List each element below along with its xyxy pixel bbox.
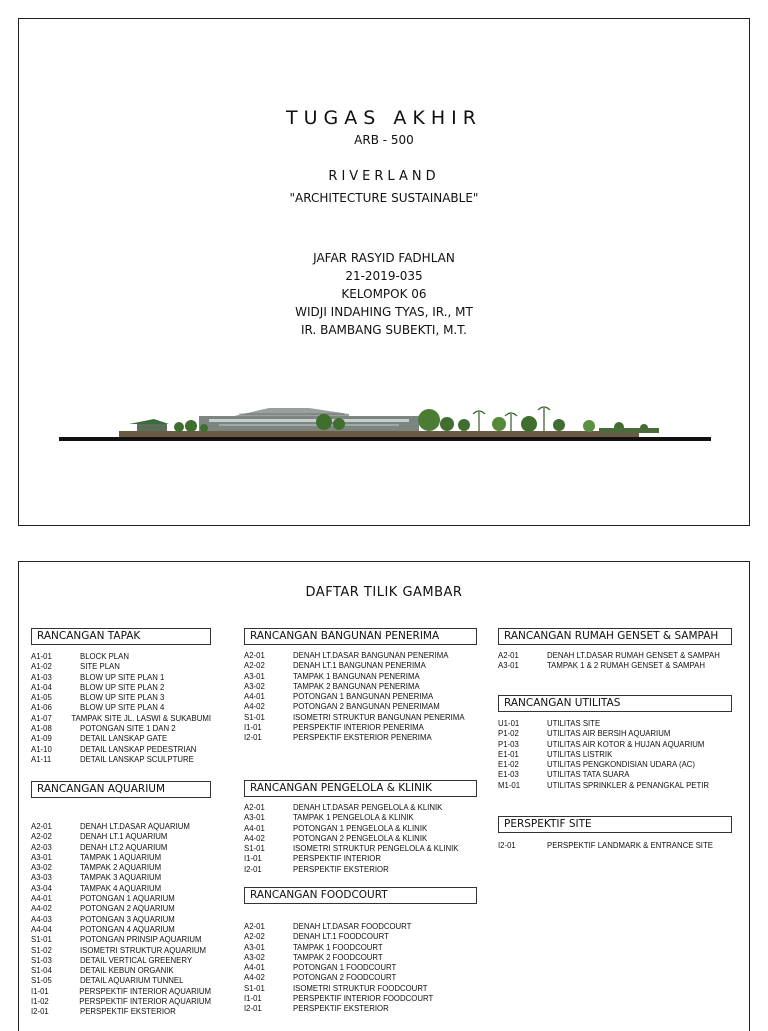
sheet-code: A2-01 (31, 822, 52, 831)
sheet-title: TAMPAK 2 AQUARIUM (80, 863, 162, 873)
site-elevation-illustration (59, 394, 711, 444)
sheet-title: UTILITAS AIR KOTOR & HUJAN AQUARIUM (547, 739, 705, 749)
section-heading: RANCANGAN AQUARIUM (31, 781, 211, 798)
index-row (31, 997, 211, 1007)
sheet-title: UTILITAS AIR BERSIH AQUARIUM (547, 729, 671, 739)
advisor-1: WIDJI INDAHING TYAS, IR., MT (295, 305, 473, 319)
sheet-code: A1-11 (31, 754, 52, 764)
section-items (244, 922, 477, 1015)
sheet-code: A1-09 (31, 734, 52, 744)
sheet-code: I1-01 (244, 994, 262, 1004)
sheet-title: DENAH LT.DASAR FOODCOURT (293, 922, 412, 931)
index-row (498, 760, 732, 770)
sheet-code: A1-04 (31, 682, 52, 692)
sheet-title: POTONGAN 2 AQUARIUM (80, 904, 175, 914)
section-items (498, 651, 732, 672)
sheet-title: POTONGAN 4 AQUARIUM (80, 924, 175, 934)
sheet-code: A2-02 (31, 832, 52, 842)
sheet-code: A3-01 (244, 813, 265, 823)
index-row (31, 853, 211, 863)
cover-theme: "ARCHITECTURE SUSTAINABLE" (289, 191, 479, 205)
sheet-title: DETAIL LANSKAP SCULPTURE (80, 754, 194, 764)
index-row (244, 994, 477, 1004)
index-row (31, 946, 211, 956)
sheet-code: I1-02 (31, 997, 49, 1007)
index-row (31, 915, 211, 925)
sheet-code: A4-01 (244, 692, 265, 702)
sheet-code: S1-01 (244, 983, 265, 993)
index-row (31, 894, 211, 904)
sheet-title: TAMPAK 1 FOODCOURT (293, 942, 383, 952)
sheet-code: M1-01 (498, 780, 521, 790)
sheet-code: A4-02 (244, 833, 265, 843)
sheet-title: TAMPAK 2 FOODCOURT (293, 952, 383, 962)
index-row (498, 661, 732, 671)
sheet-code: S1-01 (244, 844, 265, 854)
sheet-title: BLOW UP SITE PLAN 4 (80, 703, 165, 713)
sheet-code: A1-02 (31, 662, 52, 672)
sheet-code: A3-02 (31, 863, 52, 873)
section-rancangan-tapak (31, 628, 211, 765)
sheet-title: TAMPAK 4 AQUARIUM (80, 883, 162, 893)
drawing-index-sheet (18, 561, 750, 1031)
sheet-code: P1-03 (498, 739, 519, 749)
section-items (498, 841, 732, 851)
sheet-code: A4-03 (31, 914, 52, 924)
section-rancangan-rumah-genset-sampah (498, 628, 732, 672)
index-row (31, 935, 211, 945)
index-row (31, 673, 211, 683)
sheet-title: DETAIL LANSKAP GATE (80, 734, 168, 744)
sheet-title: PERSPEKTIF LANDMARK & ENTRANCE SITE (547, 841, 713, 850)
index-row (31, 693, 211, 703)
sheet-code: I2-01 (244, 864, 262, 874)
index-row (244, 973, 477, 983)
sheet-title: ISOMETRI STRUKTUR AQUARIUM (80, 945, 207, 955)
sheet-code: I2-01 (244, 1004, 262, 1014)
sheet-title: PERSPEKTIF EKSTERIOR (80, 1007, 176, 1017)
sheet-title: DENAH LT.DASAR PENGELOLA & KLINIK (293, 803, 443, 812)
section-items (244, 651, 477, 744)
index-row (244, 733, 477, 743)
index-row (244, 651, 477, 661)
sheet-code: I2-01 (498, 841, 516, 850)
index-row (31, 755, 211, 765)
sheet-code: E1-01 (498, 749, 519, 759)
index-row (244, 834, 477, 844)
sheet-code: I1-01 (244, 854, 262, 864)
sheet-code: A1-03 (31, 672, 52, 682)
sheet-code: A3-01 (244, 942, 265, 952)
sheet-code: U1-01 (498, 719, 520, 728)
sheet-title: TAMPAK 1 AQUARIUM (80, 852, 162, 862)
sheet-title: ISOMETRI STRUKTUR PENGELOLA & KLINIK (293, 844, 459, 854)
index-row (244, 963, 477, 973)
sheet-code: I2-01 (31, 1007, 49, 1017)
index-row (31, 925, 211, 935)
sheet-title: DENAH LT.2 AQUARIUM (80, 842, 168, 852)
sheet-title: ISOMETRI STRUKTUR FOODCOURT (293, 983, 428, 993)
index-row (31, 863, 211, 873)
sheet-title: DENAH LT.1 AQUARIUM (80, 832, 168, 842)
sheet-code: A1-10 (31, 744, 52, 754)
sheet-code: S1-01 (31, 935, 52, 945)
sheet-code: S1-04 (31, 966, 52, 976)
sheet-code: A2-01 (244, 922, 265, 931)
index-row (498, 740, 732, 750)
index-row (31, 966, 211, 976)
index-row (31, 832, 211, 842)
sheet-title: POTONGAN PRINSIP AQUARIUM (80, 935, 202, 945)
cover-sheet (18, 18, 750, 526)
cover-info (19, 249, 749, 339)
sheet-title: POTONGAN 2 BANGUNAN PENERIMAM (293, 702, 440, 712)
sheet-code: A4-02 (244, 973, 265, 983)
index-row (244, 682, 477, 692)
section-heading: RANCANGAN PENGELOLA & KLINIK (244, 780, 477, 797)
section-heading: RANCANGAN RUMAH GENSET & SAMPAH (498, 628, 732, 645)
sheet-title: PERSPEKTIF EKSTERIOR (293, 864, 389, 874)
section-heading: RANCANGAN TAPAK (31, 628, 211, 645)
sheet-title: TAMPAK 1 PENGELOLA & KLINIK (293, 813, 414, 823)
sheet-title: POTONGAN SITE 1 DAN 2 (80, 724, 176, 734)
sheet-title: POTONGAN 1 AQUARIUM (80, 894, 175, 904)
sheet-title: POTONGAN 1 FOODCOURT (293, 963, 397, 973)
sheet-title: BLOW UP SITE PLAN 1 (80, 672, 165, 682)
cover-project: RIVERLAND (328, 169, 440, 184)
sheet-code: A4-01 (31, 894, 52, 904)
sheet-code: A1-05 (31, 693, 52, 703)
sheet-title: POTONGAN 1 PENGELOLA & KLINIK (293, 823, 428, 833)
section-rancangan-aquarium (31, 781, 211, 1018)
index-row (244, 953, 477, 963)
section-items (498, 719, 732, 791)
sheet-code: P1-02 (498, 729, 519, 739)
index-row (31, 745, 211, 755)
section-rancangan-utilitas (498, 695, 732, 791)
section-heading: RANCANGAN UTILITAS (498, 695, 732, 712)
section-heading: PERSPEKTIF SITE (498, 816, 732, 833)
section-items (31, 652, 211, 765)
index-row (244, 932, 477, 942)
sheet-code: A3-04 (31, 883, 52, 893)
index-row (31, 652, 211, 662)
section-rancangan-pengelola-klinik (244, 780, 477, 875)
sheet-code: A4-01 (244, 963, 265, 973)
sheet-title: TAMPAK 2 BANGUNAN PENERIMA (293, 681, 420, 691)
index-row (244, 854, 477, 864)
index-row (31, 956, 211, 966)
sheet-title: DETAIL KEBUN ORGANIK (80, 966, 174, 976)
sheet-code: A1-01 (31, 652, 52, 661)
index-row (31, 1007, 211, 1017)
sheet-title: PERSPEKTIF INTERIOR AQUARIUM (79, 997, 211, 1007)
sheet-code: I1-01 (244, 723, 262, 733)
index-row (244, 702, 477, 712)
sheet-title: PERSPEKTIF INTERIOR AQUARIUM (79, 986, 211, 996)
sheet-code: A1-06 (31, 703, 52, 713)
sheet-code: A4-04 (31, 924, 52, 934)
index-row (31, 822, 211, 832)
index-row (498, 719, 732, 729)
index-row (31, 873, 211, 883)
sheet-title: DENAH LT.1 BANGUNAN PENERIMA (293, 661, 426, 671)
index-row (31, 843, 211, 853)
sheet-title: TAMPAK 1 BANGUNAN PENERIMA (293, 671, 420, 681)
index-row (31, 724, 211, 734)
sheet-code: A3-01 (31, 852, 52, 862)
sheet-code: I1-01 (31, 986, 49, 996)
sheet-title: DENAH LT.DASAR RUMAH GENSET & SAMPAH (547, 651, 720, 660)
sheet-title: DETAIL AQUARIUM TUNNEL (80, 976, 184, 986)
sheet-title: TAMPAK 1 & 2 RUMAH GENSET & SAMPAH (547, 661, 705, 671)
index-row (31, 683, 211, 693)
section-items (244, 803, 477, 875)
sheet-code: S1-01 (244, 712, 265, 722)
sheet-code: E1-02 (498, 760, 519, 770)
cover-course: ARB - 500 (354, 133, 414, 147)
sheet-code: S1-05 (31, 976, 52, 986)
sheet-code: A3-01 (498, 661, 519, 671)
index-row (31, 703, 211, 713)
section-rancangan-bangunan-penerima (244, 628, 477, 744)
sheet-title: SITE PLAN (80, 662, 120, 672)
sheet-title: UTILITAS SITE (547, 719, 601, 728)
index-row (31, 662, 211, 672)
sheet-title: UTILITAS SPRINKLER & PENANGKAL PETIR (547, 780, 710, 790)
sheet-code: E1-03 (498, 770, 519, 780)
index-row (244, 723, 477, 733)
group-name: KELOMPOK 06 (341, 287, 427, 301)
sheet-code: A3-02 (244, 952, 265, 962)
sheet-title: DETAIL LANSKAP PEDESTRIAN (80, 744, 197, 754)
sheet-code: A4-02 (244, 702, 265, 712)
index-row (244, 813, 477, 823)
sheet-title: BLOCK PLAN (80, 652, 129, 661)
index-row (498, 781, 732, 791)
sheet-code: S1-03 (31, 955, 52, 965)
index-row (498, 841, 732, 851)
sheet-title: PERSPEKTIF INTERIOR (293, 854, 381, 864)
index-row (244, 672, 477, 682)
sheet-code: A2-03 (31, 842, 52, 852)
index-row (31, 714, 211, 724)
sheet-title: PERSPEKTIF EKSTERIOR PENERIMA (293, 733, 432, 743)
index-row (31, 734, 211, 744)
sheet-code: A2-01 (498, 651, 519, 660)
sheet-title: UTILITAS LISTRIK (547, 749, 613, 759)
index-row (244, 661, 477, 671)
sheet-code: A2-02 (244, 932, 265, 942)
index-row (244, 943, 477, 953)
index-row (31, 884, 211, 894)
sheet-code: A2-01 (244, 651, 265, 660)
index-row (244, 713, 477, 723)
sheet-code: A2-02 (244, 661, 265, 671)
sheet-code: A1-08 (31, 724, 52, 734)
index-row (31, 976, 211, 986)
index-row (244, 803, 477, 813)
sheet-title: POTONGAN 2 PENGELOLA & KLINIK (293, 833, 428, 843)
sheet-title: TAMPAK 3 AQUARIUM (80, 873, 162, 883)
sheet-code: A4-01 (244, 823, 265, 833)
index-row (244, 1004, 477, 1014)
sheet-code: A3-03 (31, 873, 52, 883)
index-row (244, 692, 477, 702)
sheet-code: A3-01 (244, 671, 265, 681)
index-row (498, 750, 732, 760)
sheet-title: BLOW UP SITE PLAN 2 (80, 682, 165, 692)
sheet-title: DENAH LT.DASAR BANGUNAN PENERIMA (293, 651, 449, 660)
index-row (498, 770, 732, 780)
sheet-code: I2-01 (244, 733, 262, 743)
section-perspektif-site (498, 816, 732, 851)
section-items (31, 822, 211, 1018)
section-rancangan-foodcourt (244, 887, 477, 1015)
sheet-title: UTILITAS PENGKONDISIAN UDARA (AC) (547, 760, 696, 770)
sheet-title: POTONGAN 3 AQUARIUM (80, 914, 175, 924)
sheet-title: PERSPEKTIF EKSTERIOR (293, 1004, 389, 1014)
sheet-title: POTONGAN 2 FOODCOURT (293, 973, 397, 983)
sheet-code: A4-02 (31, 904, 52, 914)
sheet-code: A1-07 (31, 713, 52, 723)
sheet-title: POTONGAN 1 BANGUNAN PENERIMA (293, 692, 434, 702)
index-row (31, 987, 211, 997)
sheet-title: BLOW UP SITE PLAN 3 (80, 693, 165, 703)
sheet-title: TAMPAK SITE JL. LASWI & SUKABUMI (71, 713, 211, 723)
index-row (244, 865, 477, 875)
cover-title: TUGAS AKHIR (286, 107, 482, 129)
section-heading: RANCANGAN FOODCOURT (244, 887, 477, 904)
index-row (244, 844, 477, 854)
index-title: DAFTAR TILIK GAMBAR (305, 585, 463, 600)
sheet-code: A3-02 (244, 681, 265, 691)
author-name: JAFAR RASYID FADHLAN (313, 251, 455, 265)
index-row (498, 729, 732, 739)
sheet-code: S1-02 (31, 945, 52, 955)
sheet-title: UTILITAS TATA SUARA (547, 770, 630, 780)
advisor-2: IR. BAMBANG SUBEKTI, M.T. (301, 323, 467, 337)
sheet-title: DETAIL VERTICAL GREENERY (80, 955, 193, 965)
sheet-title: DENAH LT.DASAR AQUARIUM (80, 822, 190, 831)
sheet-title: ISOMETRI STRUKTUR BANGUNAN PENERIMA (293, 712, 465, 722)
student-id: 21-2019-035 (345, 269, 423, 283)
index-row (244, 824, 477, 834)
sheet-title: DENAH LT.1 FOODCOURT (293, 932, 389, 942)
index-row (244, 922, 477, 932)
sheet-title: PERSPEKTIF INTERIOR PENERIMA (293, 723, 424, 733)
sheet-code: A2-01 (244, 803, 265, 812)
index-row (244, 984, 477, 994)
section-heading: RANCANGAN BANGUNAN PENERIMA (244, 628, 477, 645)
sheet-title: PERSPEKTIF INTERIOR FOODCOURT (293, 994, 434, 1004)
index-row (31, 904, 211, 914)
index-row (498, 651, 732, 661)
